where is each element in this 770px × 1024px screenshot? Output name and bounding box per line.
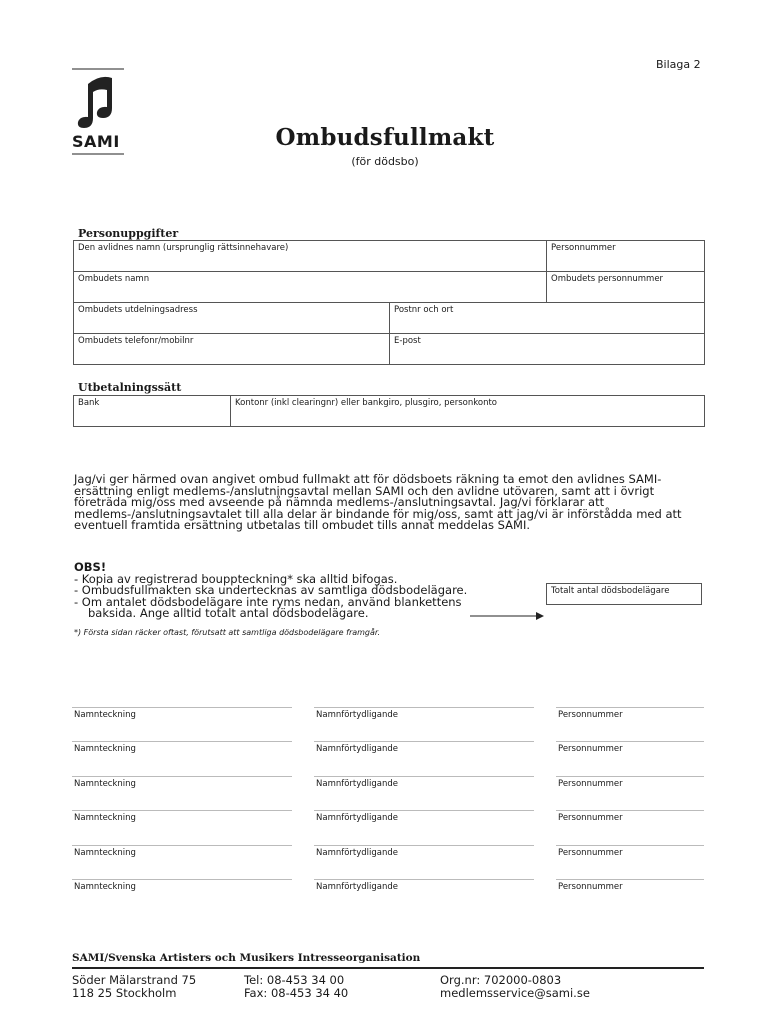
payment-method-table (73, 395, 705, 427)
signature-line[interactable] (556, 707, 704, 708)
obs-item: - Kopia av registrerad bouppteckning* ska alltid bifogas. (74, 571, 398, 586)
signature-label: Namnteckning (74, 744, 136, 754)
signature-label: Namnteckning (74, 848, 136, 858)
postal-field[interactable]: Postnr och ort (390, 303, 705, 334)
obs-item: - Om antalet dödsbodelägare inte ryms nedan, använd blankettens baksida. Ange alltid totalt antal dödsbodelägare. (74, 594, 462, 620)
personnummer-label: Personnummer (558, 882, 623, 892)
logo-text: SAMI (72, 132, 120, 151)
signature-line[interactable] (314, 845, 534, 846)
payment-method-heading: Utbetalningssätt (78, 381, 182, 394)
personal-info-heading: Personuppgifter (78, 227, 179, 240)
footer-address: Söder Mälarstrand 75 118 25 Stockholm (72, 973, 197, 1000)
footnote: *) Första sidan räcker oftast, förutsatt att samtliga dödsbodelägare framgår. (74, 628, 381, 637)
signature-line[interactable] (556, 879, 704, 880)
signature-line[interactable] (72, 879, 292, 880)
signature-label: Namnteckning (74, 882, 136, 892)
email-field[interactable]: E-post (390, 334, 705, 365)
signature-line[interactable] (314, 810, 534, 811)
signature-label: Namnteckning (74, 710, 136, 720)
footer-phone: Tel: 08-453 34 00 Fax: 08-453 34 40 (244, 973, 349, 1000)
signature-line[interactable] (72, 741, 292, 742)
signature-line[interactable] (72, 845, 292, 846)
name-clarification-label: Namnförtydligande (316, 882, 399, 892)
footer-org-name: SAMI/Svenska Artisters och Musikers Intresseorganisation (72, 952, 421, 964)
signature-line[interactable] (72, 810, 292, 811)
signature-line[interactable] (314, 741, 534, 742)
declaration-text: Jag/vi ger härmed ovan angivet ombud fullmakt att för dödsboets räkning ta emot den avlidnes SAMI-ersättning enligt medlems-/anslutningsavtal mellan SAMI och den avlidne utövaren, samt att i övrigt företräda mig/oss med avseende på nämnda medlems-/anslutningsavtal. Jag/vi förklarar att medlems-/anslutningsavtalet till alla delar är bindande för mig/oss, samt att jag/vi är införstådda med att eventuell framtida ersättning utbetalas till ombudet tills annat meddelas SAMI. (74, 472, 682, 532)
signature-line[interactable] (556, 776, 704, 777)
personnummer-label: Personnummer (558, 779, 623, 789)
personnummer-label: Personnummer (558, 848, 623, 858)
arrow-right-icon (470, 607, 544, 626)
signature-label: Namnteckning (74, 813, 136, 823)
bank-field[interactable]: Bank (74, 396, 231, 427)
agent-phone-field[interactable]: Ombudets telefonr/mobilnr (74, 334, 390, 365)
footer-divider (72, 967, 704, 969)
attachment-label: Bilaga 2 (656, 58, 701, 71)
name-clarification-label: Namnförtydligande (316, 779, 399, 789)
total-heirs-field[interactable]: Totalt antal dödsbodelägare (546, 583, 702, 605)
personal-info-table (73, 240, 705, 365)
name-clarification-label: Namnförtydligande (316, 710, 399, 720)
agent-personnummer-field[interactable]: Ombudets personnummer (547, 272, 705, 303)
account-field[interactable]: Kontonr (inkl clearingnr) eller bankgiro, plusgiro, personkonto (231, 396, 705, 427)
deceased-name-field[interactable]: Den avlidnes namn (ursprunglig rättsinnehavare) (74, 241, 547, 272)
document-title: Ombudsfullmakt (275, 124, 495, 151)
signature-line[interactable] (556, 741, 704, 742)
signature-line[interactable] (556, 810, 704, 811)
document-subtitle: (för dödsbo) (351, 155, 419, 168)
signature-line[interactable] (556, 845, 704, 846)
signature-label: Namnteckning (74, 779, 136, 789)
personnummer-label: Personnummer (558, 744, 623, 754)
personnummer-label: Personnummer (558, 710, 623, 720)
obs-title: OBS! (74, 560, 107, 574)
footer-org-info: Org.nr: 702000-0803 medlemsservice@sami.se (440, 973, 590, 1000)
personnummer-label: Personnummer (558, 813, 623, 823)
signature-line[interactable] (314, 776, 534, 777)
personnummer-field[interactable]: Personnummer (547, 241, 705, 272)
signature-line[interactable] (72, 707, 292, 708)
name-clarification-label: Namnförtydligande (316, 848, 399, 858)
signature-line[interactable] (314, 879, 534, 880)
name-clarification-label: Namnförtydligande (316, 744, 399, 754)
obs-item: - Ombudsfullmakten ska undertecknas av samtliga dödsbodelägare. (74, 583, 468, 597)
signature-line[interactable] (314, 707, 534, 708)
agent-name-field[interactable]: Ombudets namn (74, 272, 547, 303)
name-clarification-label: Namnförtydligande (316, 813, 399, 823)
signature-line[interactable] (72, 776, 292, 777)
agent-address-field[interactable]: Ombudets utdelningsadress (74, 303, 390, 334)
